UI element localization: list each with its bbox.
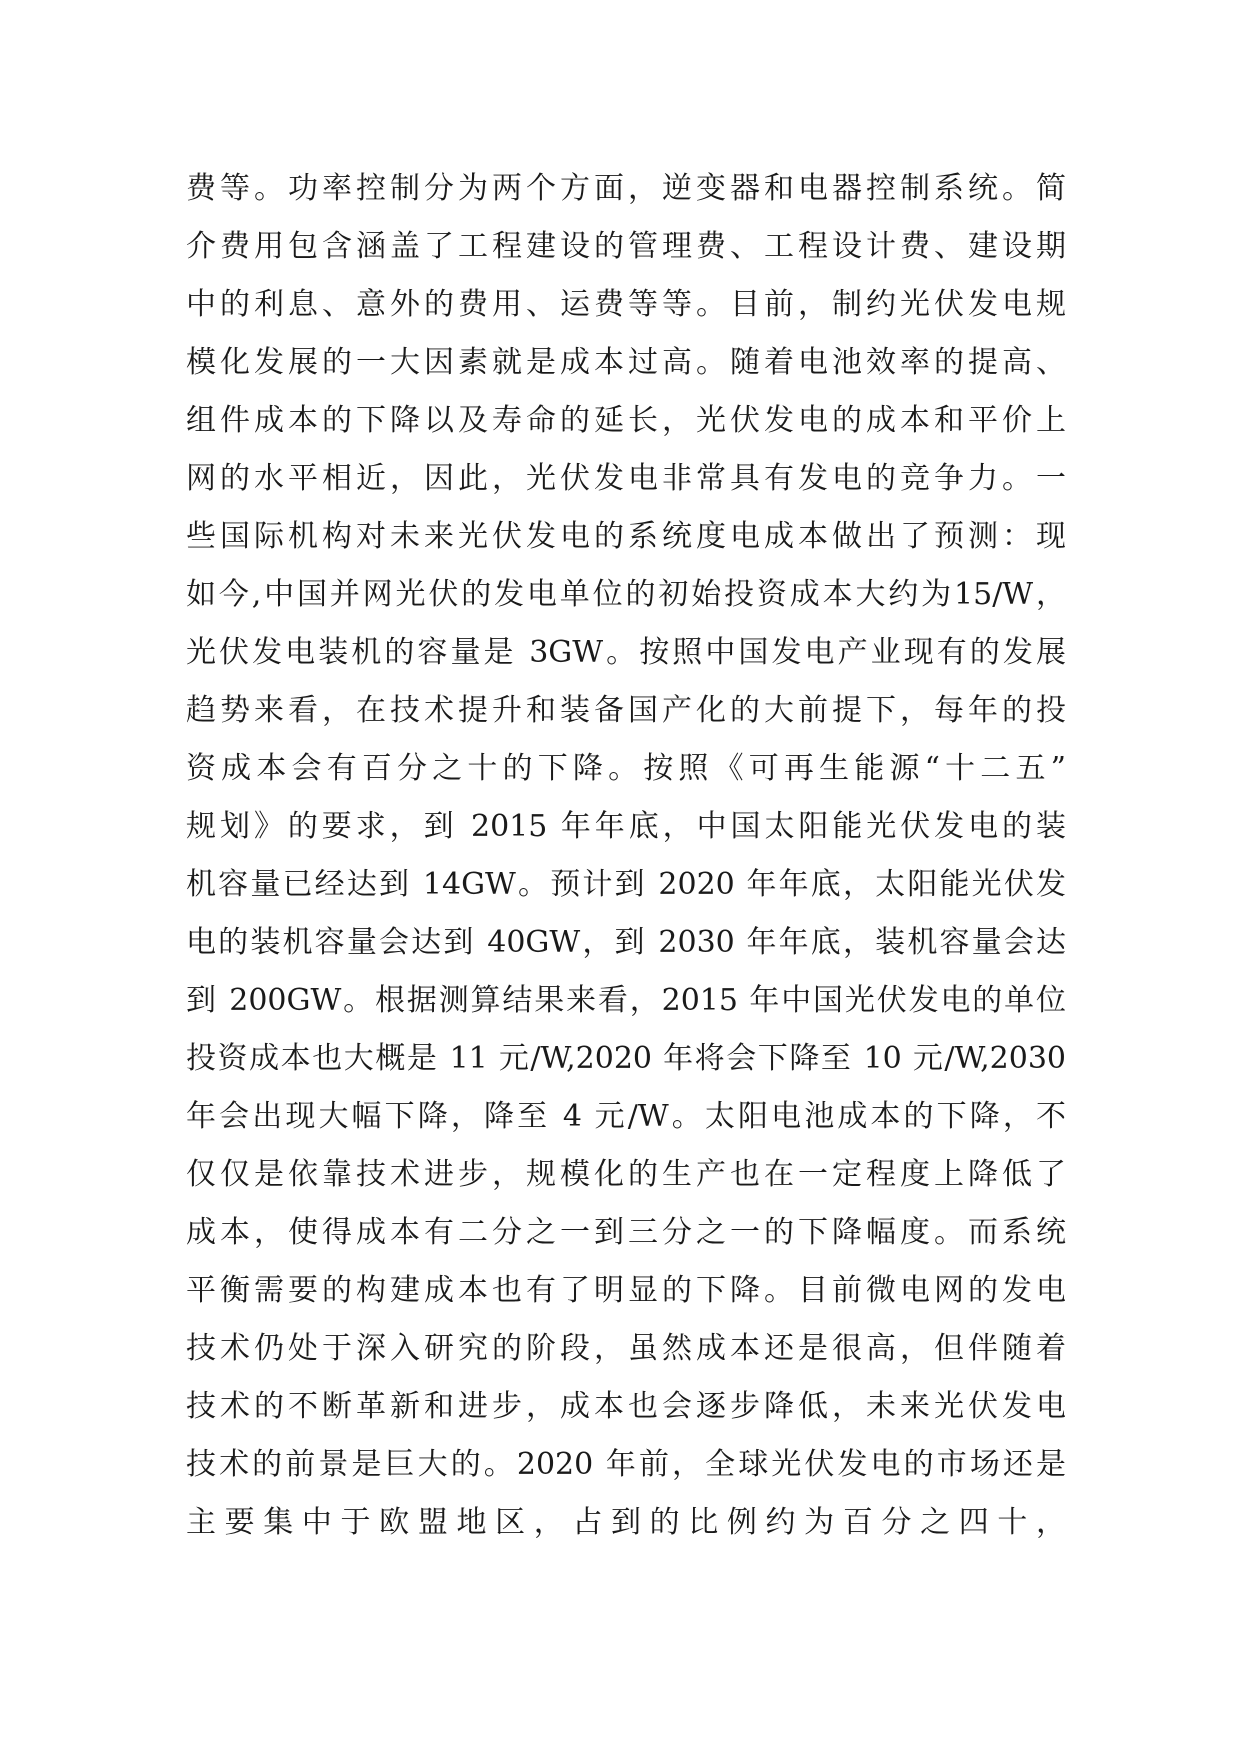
text-line: 年会出现大幅下降，降至 4 元/W。太阳电池成本的下降，不 [186, 1099, 1066, 1134]
text-line: 规划》的要求，到 2015 年年底，中国太阳能光伏发电的装 [186, 809, 1066, 844]
text-line: 技术仍处于深入研究的阶段，虽然成本还是很高，但伴随着 [186, 1331, 1066, 1366]
text-line: 如今,中国并网光伏的发电单位的初始投资成本大约为15/W， [186, 577, 1066, 612]
text-line: 技术的不断革新和进步，成本也会逐步降低，未来光伏发电 [186, 1389, 1066, 1424]
text-line: 光伏发电装机的容量是 3GW。按照中国发电产业现有的发展 [186, 635, 1066, 670]
text-line: 介费用包含涵盖了工程建设的管理费、工程设计费、建设期 [186, 229, 1066, 264]
text-line: 资成本会有百分之十的下降。按照《可再生能源“十二五” [186, 751, 1066, 786]
text-line: 组件成本的下降以及寿命的延长，光伏发电的成本和平价上 [186, 403, 1066, 438]
text-line: 仅仅是依靠技术进步，规模化的生产也在一定程度上降低了 [186, 1157, 1066, 1192]
text-line: 趋势来看，在技术提升和装备国产化的大前提下，每年的投 [186, 693, 1066, 728]
text-line: 成本，使得成本有二分之一到三分之一的下降幅度。而系统 [186, 1215, 1066, 1250]
text-line: 机容量已经达到 14GW。预计到 2020 年年底，太阳能光伏发 [186, 867, 1066, 902]
text-line: 电的装机容量会达到 40GW，到 2030 年年底，装机容量会达 [186, 925, 1066, 960]
text-line: 投资成本也大概是 11 元/W,2020 年将会下降至 10 元/W,2030 [186, 1041, 1066, 1076]
text-line: 网的水平相近，因此，光伏发电非常具有发电的竞争力。一 [186, 461, 1066, 496]
body-text [186, 160, 1066, 1552]
text-line: 主要集中于欧盟地区，占到的比例约为百分之四十， [186, 1505, 1066, 1540]
text-line: 到 200GW。根据测算结果来看，2015 年中国光伏发电的单位 [186, 983, 1066, 1018]
text-line: 技术的前景是巨大的。2020 年前，全球光伏发电的市场还是 [186, 1447, 1066, 1482]
text-line: 中的利息、意外的费用、运费等等。目前，制约光伏发电规 [186, 287, 1066, 322]
text-line: 平衡需要的构建成本也有了明显的下降。目前微电网的发电 [186, 1273, 1066, 1308]
text-line: 些国际机构对未来光伏发电的系统度电成本做出了预测：现 [186, 519, 1066, 554]
text-line: 费等。功率控制分为两个方面，逆变器和电器控制系统。简 [186, 171, 1066, 206]
text-line: 模化发展的一大因素就是成本过高。随着电池效率的提高、 [186, 345, 1066, 380]
